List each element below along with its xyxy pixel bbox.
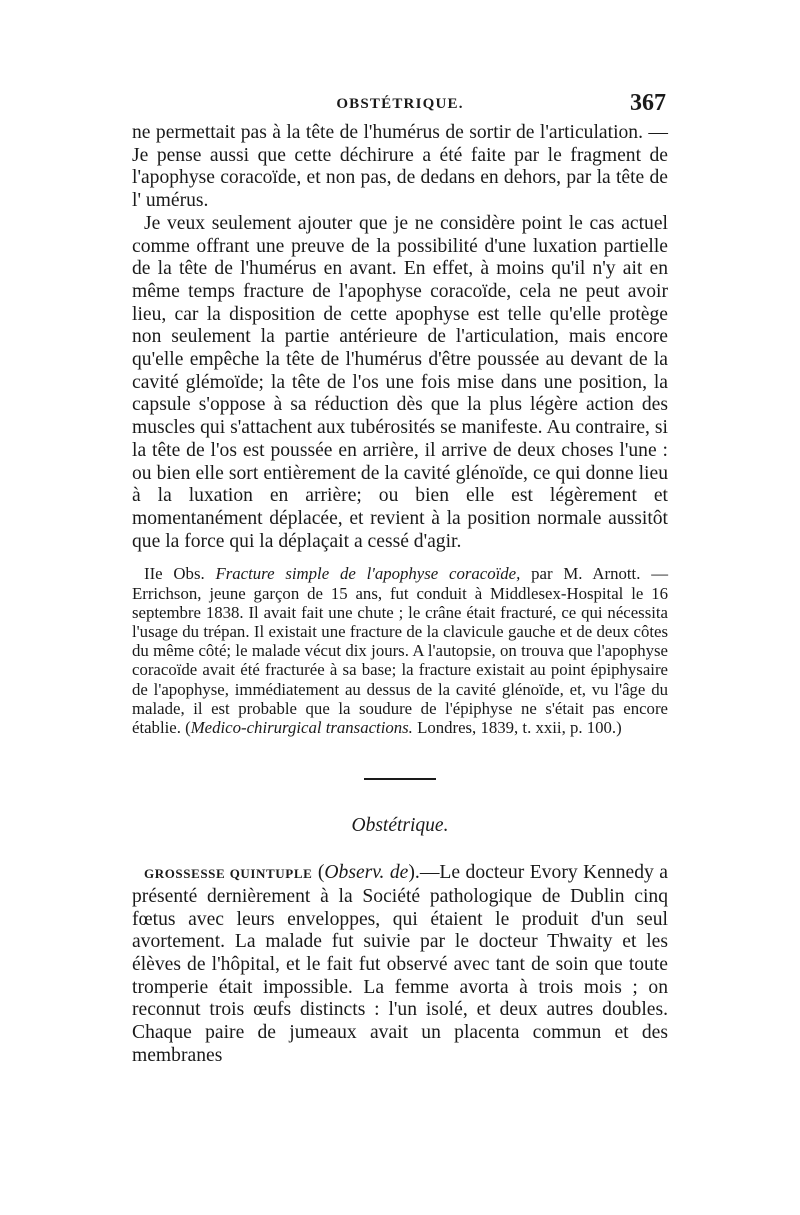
paragraph-luxation: Je veux seulement ajouter que je ne considère point le cas actuel comme offrant une preuve de la possibilité d'une luxation partielle de la tête de l'humérus en avant. En effet, à moins qu'il n'y ait en même temps fracture de l'apophyse coracoïde, cela ne peut avoir lieu, car la disposition de cette apophyse est telle qu'elle protège non seulement la partie antérieure de l'articulation, mais encore qu'elle empêche la tête de l'humérus d'être poussée au devant de la cavité glémoïde; la tête de l'os une fois mise dans une position, la capsule s'oppose à sa réduction dès que la plus légère action des muscles qui s'attachent aux tubérosités se manifeste. Au contraire, si la tête de l'os est poussée en arrière, il arrive de deux choses l'une : ou bien elle sort entièrement de la cavité glénoïde, ce qui donne lieu à la luxation en arrière; ou bien elle est légèrement et momentanément déplacée, et revient à la position normale aussitôt que la force qui la déplaçait a cessé d'agir. bbox=[132, 212, 668, 552]
section-lead: GROSSESSE QUINTUPLE bbox=[144, 866, 313, 882]
observation-note bbox=[132, 564, 668, 737]
observation-text: par M. Arnott. — Errichson, jeune garçon de 15 ans, fut conduit à Middlesex-Hospital le 16 septembre 1838. Il avait fait une chute ; le crâne était fracturé, ce qui nécessita l'usage du trépan. Il existait une fracture de la clavicule gauche et de deux côtes du même côté; le malade vécut dix jours. A l'autopsie, on trouva que l'apophyse coracoïde avait été fracturée à sa base; la fracture existait au point épiphysaire de l'apophyse, immédiatement au dessus de la cavité glénoïde, et, vu l'âge du malade, il est probable que la soudure de l'épiphyse ne s'était pas encore établie. ( bbox=[132, 564, 668, 737]
section-text: Le docteur Evory Kennedy a présenté dernièrement à la Société pathologique de Dublin cinq fœtus avec leurs enveloppes, qui étaient le produit d'un seul avortement. La malade fut suivie par le docteur Thwaity et les élèves de l'hôpital, et le fait fut observé avec tant de soin que toute tromperie était impossible. La femme avorta à trois mois ; on reconnut trois œufs distincts : l'un isolé, et deux autres doubles. Chaque paire de jumeaux avait un placenta commun et des membranes bbox=[132, 862, 669, 1066]
section-lead-italic: Observ. de bbox=[324, 862, 409, 884]
observation-source: Medico-chirurgical transactions. bbox=[190, 717, 413, 737]
observation-title: Fracture simple de l'apophyse coracoïde, bbox=[215, 564, 521, 584]
paragraph-grossesse bbox=[132, 862, 668, 1067]
section-divider bbox=[364, 778, 436, 780]
page-number: 367 bbox=[630, 90, 666, 116]
running-title: OBSTÉTRIQUE. bbox=[336, 96, 464, 112]
section-lead-paren-open: ( bbox=[312, 862, 325, 884]
section-title: Obstétrique. bbox=[351, 815, 449, 837]
paragraph-continuation: ne permettait pas à la tête de l'humérus de sortir de l'articulation. — Je pense aussi que cette déchirure a été faite par le fragment de l'apophyse coracoïde, et non pas, de dedans en dehors, par la tête de l' umérus. bbox=[132, 122, 668, 212]
observation-citation-end: Londres, 1839, t. xxii, p. 100.) bbox=[412, 717, 622, 737]
running-head bbox=[132, 92, 668, 122]
section-lead-paren-close: ).— bbox=[408, 862, 440, 884]
observation-label: IIe Obs. bbox=[144, 564, 205, 584]
text-column bbox=[132, 92, 668, 1068]
